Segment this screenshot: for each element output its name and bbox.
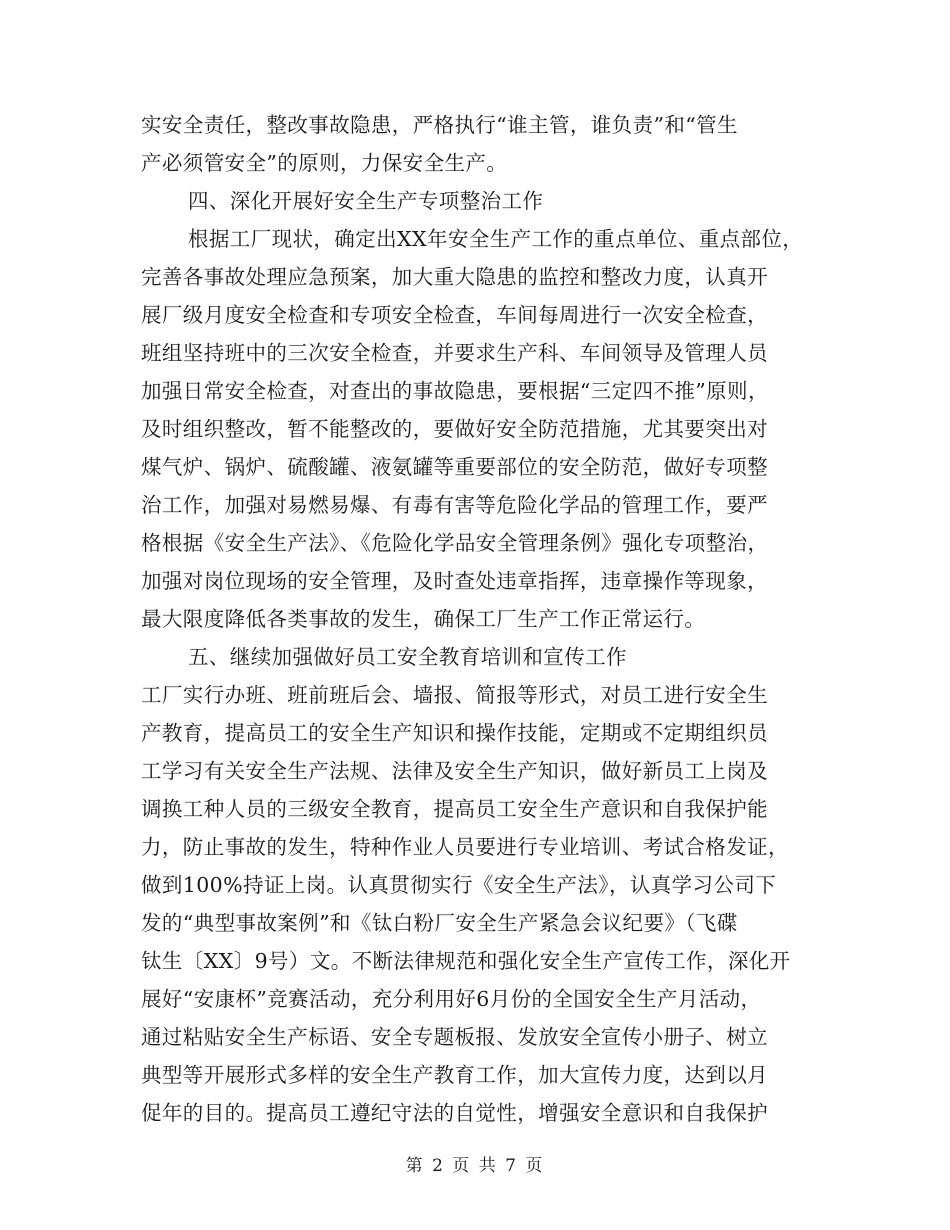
- text-line: 煤气炉、锅炉、硫酸罐、液氨罐等重要部位的安全防范，做好专项整: [141, 455, 768, 479]
- text-line: 调换工种人员的三级安全教育，提高员工安全生产意识和自我保护能: [141, 797, 768, 821]
- section-heading: 五、继续加强做好员工安全教育培训和宣传工作: [188, 645, 627, 669]
- text-line: 展厂级月度安全检查和专项安全检查，车间每周进行一次安全检查，: [141, 303, 768, 327]
- text-line: 产教育，提高员工的安全生产知识和操作技能，定期或不定期组织员: [141, 721, 768, 745]
- text-line: 及时组织整改，暂不能整改的，要做好安全防范措施，尤其要突出对: [141, 417, 768, 441]
- text-line: 班组坚持班中的三次安全检查，并要求生产科、车间领导及管理人员: [141, 341, 768, 365]
- text-line: 产必须管安全”的原则，力保安全生产。: [141, 151, 508, 175]
- text-line: 展好“安康杯”竞赛活动，充分利用好6月份的全国安全生产月活动，: [141, 987, 762, 1011]
- text-line: 典型等开展形式多样的安全生产教育工作，加大宣传力度，达到以月: [141, 1063, 768, 1087]
- text-line: 做到100%持证上岗。认真贯彻实行《安全生产法》，认真学习公司下: [141, 873, 777, 897]
- text-line: 最大限度降低各类事故的发生，确保工厂生产工作正常运行。: [141, 607, 706, 631]
- text-line: 根据工厂现状，确定出XX年安全生产工作的重点单位、重点部位，: [188, 227, 804, 251]
- text-line: 通过粘贴安全生产标语、安全专题板报、发放安全宣传小册子、树立: [141, 1025, 768, 1049]
- text-line: 加强对岗位现场的安全管理，及时查处违章指挥，违章操作等现象，: [141, 569, 768, 593]
- text-line: 力，防止事故的发生，特种作业人员要进行专业培训、考试合格发证，: [141, 835, 789, 859]
- text-line: 钛生〔XX〕9号）文。不断法律规范和强化安全生产宣传工作，深化开: [141, 949, 791, 973]
- text-line: 完善各事故处理应急预案，加大重大隐患的监控和整改力度，认真开: [141, 265, 768, 289]
- text-line: 加强日常安全检查，对查出的事故隐患，要根据“三定四不推”原则，: [141, 379, 769, 403]
- text-line: 实安全责任，整改事故隐患，严格执行“谁主管，谁负责”和“管生: [141, 113, 738, 137]
- page-number-footer: 第 2 页 共 7 页: [405, 1156, 545, 1176]
- text-line: 工厂实行办班、班前班后会、墙报、简报等形式，对员工进行安全生: [141, 683, 768, 707]
- section-heading: 四、深化开展好安全生产专项整治工作: [188, 189, 544, 213]
- text-line: 发的“典型事故案例”和《钛白粉厂安全生产紧急会议纪要》（飞碟: [141, 911, 738, 935]
- text-line: 格根据《安全生产法》、《危险化学品安全管理条例》强化专项整治，: [141, 531, 769, 555]
- text-line: 治工作，加强对易燃易爆、有毒有害等危险化学品的管理工作，要严: [141, 493, 768, 517]
- text-line: 促年的目的。提高员工遵纪守法的自觉性，增强安全意识和自我保护: [141, 1101, 768, 1125]
- text-line: 工学习有关安全生产法规、法律及安全生产知识，做好新员工上岗及: [141, 759, 768, 783]
